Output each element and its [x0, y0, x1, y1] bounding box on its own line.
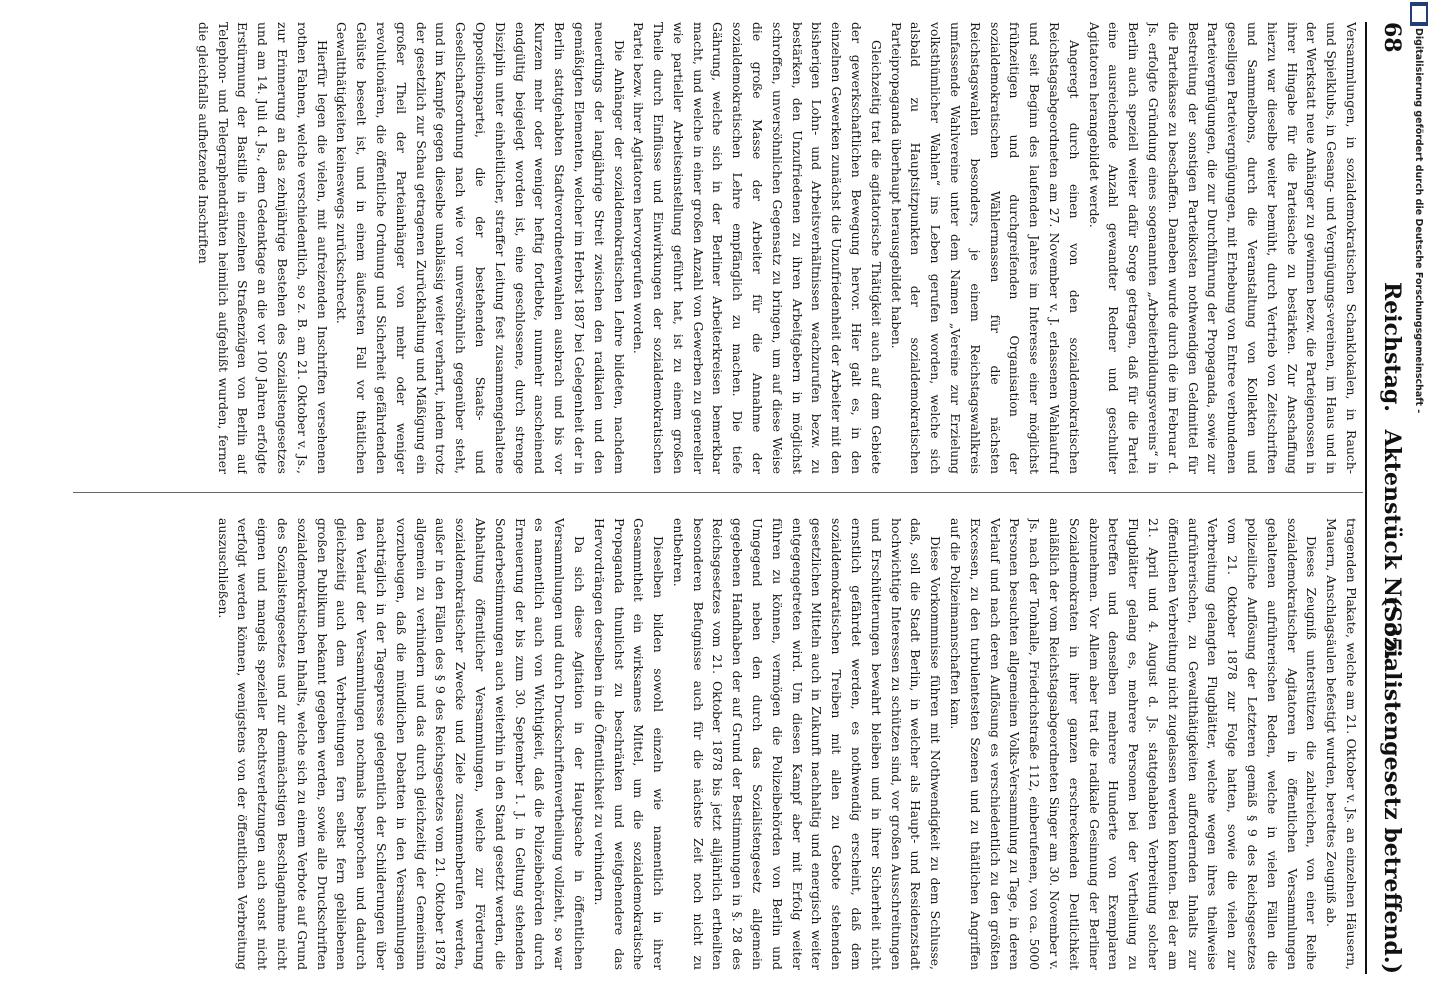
- page-header: [1371, 22, 1411, 974]
- text-column-left: [86, 22, 1361, 474]
- paragraph: Da sich diese Agitation in der Hauptsache in öffentlichen Versammlungen und durch Druckschriftenvertheilung vollzieht, so war es namentlich auch von Wichtigkeit, daß die Polizeibehörden durch Erneuerung der bis zum 30. September 1. J. in Geltung stehenden Sonderbestimmungen auch weiterhin in den Stand gesetzt werden, die Abhaltung öffentlicher Versammlungen, welche zur Förderung sozialdemokratischer Zwecke und Ziele zusammenberufen werden, außer in den Fällen des § 9 des Reichsgesetzes vom 21. Oktober 1878 allgemein zu verhindern und das durch gleichzeitig der Gemeinsinn vorzubeugen, daß die mündlichen Debatten in den Versammlungen nachträglich in der Tagespresse gelegentlich der Schilderungen über den Verlauf der Versammlungen nochmals besprochen und dadurch gleichzeitig auch dem Verbreitungen fern selbst fern gebliebenen großen Publikum bekannt gegeben werden, sowie alle Druckschriften sozialdemokratischen Inhalts, welche sich zu einem Verbote auf Grund des Sozialistengesetzes und zur demnächstigen Beschlagnahme nicht eignen und mangels spezieller Rechtsverletzungen auch sonst nicht verfolgt werden können, wenigstens von der öffentlichen Verbreitung auszuschließen.: [215, 518, 587, 970]
- rotated-page-content: [22, 14, 1417, 984]
- digitization-watermark: [1408, 28, 1428, 598]
- dfg-logo-mark: [1412, 6, 1426, 22]
- paragraph: Die Anhänger der sozialdemokratischen Lehre bildeten, nachdem neuerdings der langjährige Streit zwischen den radikalen und den gemäßigten Elementen, welcher im Herbst 1887 bei Gelegenheit der in Berlin stattgehabten Stadtverordnetenwahlen ausbrach und bis vor Kurzem mehr oder weniger heftig fortlebte, nunmehr anscheinend endgültig beigelegt worden ist, eine geschlossene, durch strenge Disziplin unter einheitlicher, straffer Leitung fest zusammengehaltene Oppositionspartei, die der bestehenden Staats- und Gesellschaftsordnung nach wie vor unversöhnlich gegenüber steht, und im Kampfe gegen dieselbe unablässig weiter verharrt, indem trotz der gesetzlich zur Schau getragenen Zurückhaltung und Mäßigung ein großer Theil der Parteianhänger von mehr oder weniger revolutionären, die öffentliche Ordnung und Sicherheit gefährdenden Gelüste beseelt ist, und in einem äußersten Fall vor thätlichen Gewaltthätigkeiten keineswegs zurückschreckt.: [334, 22, 627, 474]
- page-number: 68: [1379, 22, 1405, 53]
- paragraph: Dieses Zeugniß unterstützen die zahlreichen, von einer Reihe sozialdemokratischer Agitatoren in öffentlichen Versammlungen gehaltenen aufrührerischen Reden, welche in vielen Fällen die polizeiliche Auflösung der Letzteren gemäß § 9 des Reichsgesetzes vom 21. Oktober 1878 zur Folge hatten, sowie die vielen zur Verbreitung gelangten Flugblätter, welche wegen ihres theilweise aufrührerischen, zu Gewaltthätigkeiten auffordernden Inhalts zur öffentlichen Verbreitung nicht zugelassen werden konnten. Bei der am 21. April und 4. August d. Js. stattgehabten Verbreitung solcher Flugblätter gelang es, mehrere Personen bei der Vertheilung zu betreffen und denselben mehrere Hunderte von Exemplaren abzunehmen. Vor Allem aber trat die radikale Gesinnung der Berliner Sozialdemokraten in ihrer ganzen erschreckenden Deutlichkeit anläßlich der vom Reichstagsabgeordneten Singer am 30. November v. Js. nach der Tonhalle, Friedrichstraße 112, einberufenen, von ca. 5000 Personen besuchten allgemeinen Volks-Versammlung zu Tage, in deren Verlauf und nach deren Auflösung es verschiedentlich zu den größten Excessen, zu den turbulentesten Szenen und zu thätlichen Angriffen auf die Polizeimannschaften kam.: [948, 518, 1320, 970]
- header-rule: [1365, 22, 1367, 974]
- text-column-right: [86, 518, 1361, 970]
- publication-name: Reichstag.: [1379, 282, 1405, 412]
- header-subject: (Sozialistengesetz betreffend.): [1379, 595, 1405, 974]
- dfg-logo: [1410, 2, 1428, 26]
- paragraph: tragenden Plakate, welche am 21. Oktober v. Js. an einzelnen Häusern, Mauern, Anschlagsäulen befestigt wurden, beredtes Zeugniß ab.: [1324, 518, 1359, 970]
- watermark-text: Digitalisierung gefördert durch die Deutsche Forschungsgemeinschaft -: [1413, 28, 1424, 414]
- document-number: Aktenstück Nr. 35.: [1379, 429, 1405, 661]
- paragraph: Dieselben bilden sowohl einzeln wie namentlich in ihrer Gesammtheit ein wirksames Mittel, um die sozialdemokratische Propaganda thunlichst zu beschränken und weitgehendere das Hervordrängen derselben in die Öffentlichkeit zu verhindern.: [591, 518, 667, 970]
- column-divider: [73, 492, 1363, 493]
- paragraph: Hierfür legen die vielen, mit aufreizenden Inschriften versehenen rothen Fahnen, welche verschiedentlich, so z. B. am 21. Oktober v. Js., zur Erinnerung an das zehnjährige Bestehen des Sozialistengesetzes und am 14. Juli d. Js., dem Gedenktage an die vor 100 Jahren erfolgte Erstürmung der Bastille in einzelnen Straßenzügen von Berlin auf Telephon- und Telegraphendrähten heimlich aufgehißt wurden, ferner die gleichfalls aufhetzende Inschriften: [195, 22, 330, 474]
- paragraph: Diese Vorkommnisse führen mit Nothwendigkeit zu dem Schlusse, daß, soll die Stadt Berlin, in welcher als Haupt- und Residenzstadt hochwichtige Interessen zu schützen sind, vor großen Ausschreitungen und Erschütterungen bewahrt bleiben und in ihrer Sicherheit nicht ernstlich gefährdet werden, es nothwendig erscheint, daß dem sozialdemokratischen Treiben mit allen zu Gebote stehenden gesetzlichen Mitteln auch in Zukunft nachhaltig und energisch weiter entgegengetreten wird. Um diesen Kampf aber mit Erfolg weiter führen zu können, vermögen die Polizeibehörden von Berlin und Umgegend neben den durch das Sozialistengesetz allgemein gegebenen Handhaben der auf Grund der Bestimmungen in §. 28 des Reichsgesetzes vom 21. Oktober 1878 bis jetzt alljährlich ertheilten besonderen Befugnisse auch für die nächste Zeit noch nicht zu entbehren.: [670, 518, 944, 970]
- paragraph: Versammlungen, in sozialdemokratischen Schanklokalen, in Rauch- und Spielklubs, in Gesang- und Vergnügungs-vereinen, im Haus und in der Werkstatt neue Anhänger zu gewinnen bezw. die Parteigenossen in ihrer Hingabe für die Parteisache zu bestärken. Zur Anschaffung hierzu war dieselbe weiter bemüht, durch Vertrieb von Zeitschriften und Sammelbons, durch die Veranstaltung von Kollekten und geselligen Parteivergnügungen, mit Erhebung von Entree verbundenen Parteivergnügungen, die zur Durchführung der Propaganda, sowie zur Bestreitung der sonstigen Parteikosten nothwendigen Geldmittel für die Parteikasse zu beschaffen. Daneben wurde durch die im Februar d. Js. erfolgte Gründung eines sogenannten „Arbeiterbildungsvereins“ in Berlin auch speziell weiter dafür Sorge getragen, daß für die Partei eine ausreichende Anzahl gewandter Redner und geschulter Agitatoren herangebildet werde.: [1086, 22, 1359, 474]
- paragraph: Gleichzeitig trat die agitatorische Thätigkeit auch auf dem Gebiete der gewerkschaftlichen Bewegung hervor. Hier galt es, in den einzelnen Gewerken zunächst die Unzufriedenheit der Arbeiter mit den bisherigen Lohn- und Arbeitsverhältnissen wachzurufen bezw. zu bestärken, den Unzufriedenen zu ihren Arbeitgebern in möglichst schroffen, unversöhnlichen Gegensatz zu bringen, um auf diese Weise die große Masse der Arbeiter für die Annahme der sozialdemokratischen Lehre empfänglich zu machen. Die tiefe Gährung, welche sich in der Berliner Arbeiterkreisen bemerkbar macht, und welche in einer großen Anzahl von Gewerben zu genereller wie partieller Arbeitseinstellung geführt hat, ist zu einem großen Theile durch Einflüsse und Einwirkungen der sozialdemokratischen Partei bezw. ihrer Agitatoren hervorgerufen worden.: [631, 22, 884, 474]
- paragraph: Angeregt durch einen von den sozialdemokratischen Reichstagsabgeordneten am 27. November v. J. erlassenen Wahlaufruf und seit Beginn des laufenden Jahres im Interesse einer möglichst frühzeitigen und durchgreifenden Organisation der sozialdemokratischen Wählermassen für die nächsten Reichstagswahlen besonders, je einem Reichstagswahlkreis umfassende Wahlvereine unter dem Namen „Vereine zur Erzielung volksthümlicher Wahlen“ ins Leben gerufen worden, welche sich alsbald zu Hauptsitzpunkten der sozialdemokratischen Parteipropaganda überhaupt herausgebildet haben.: [888, 22, 1082, 474]
